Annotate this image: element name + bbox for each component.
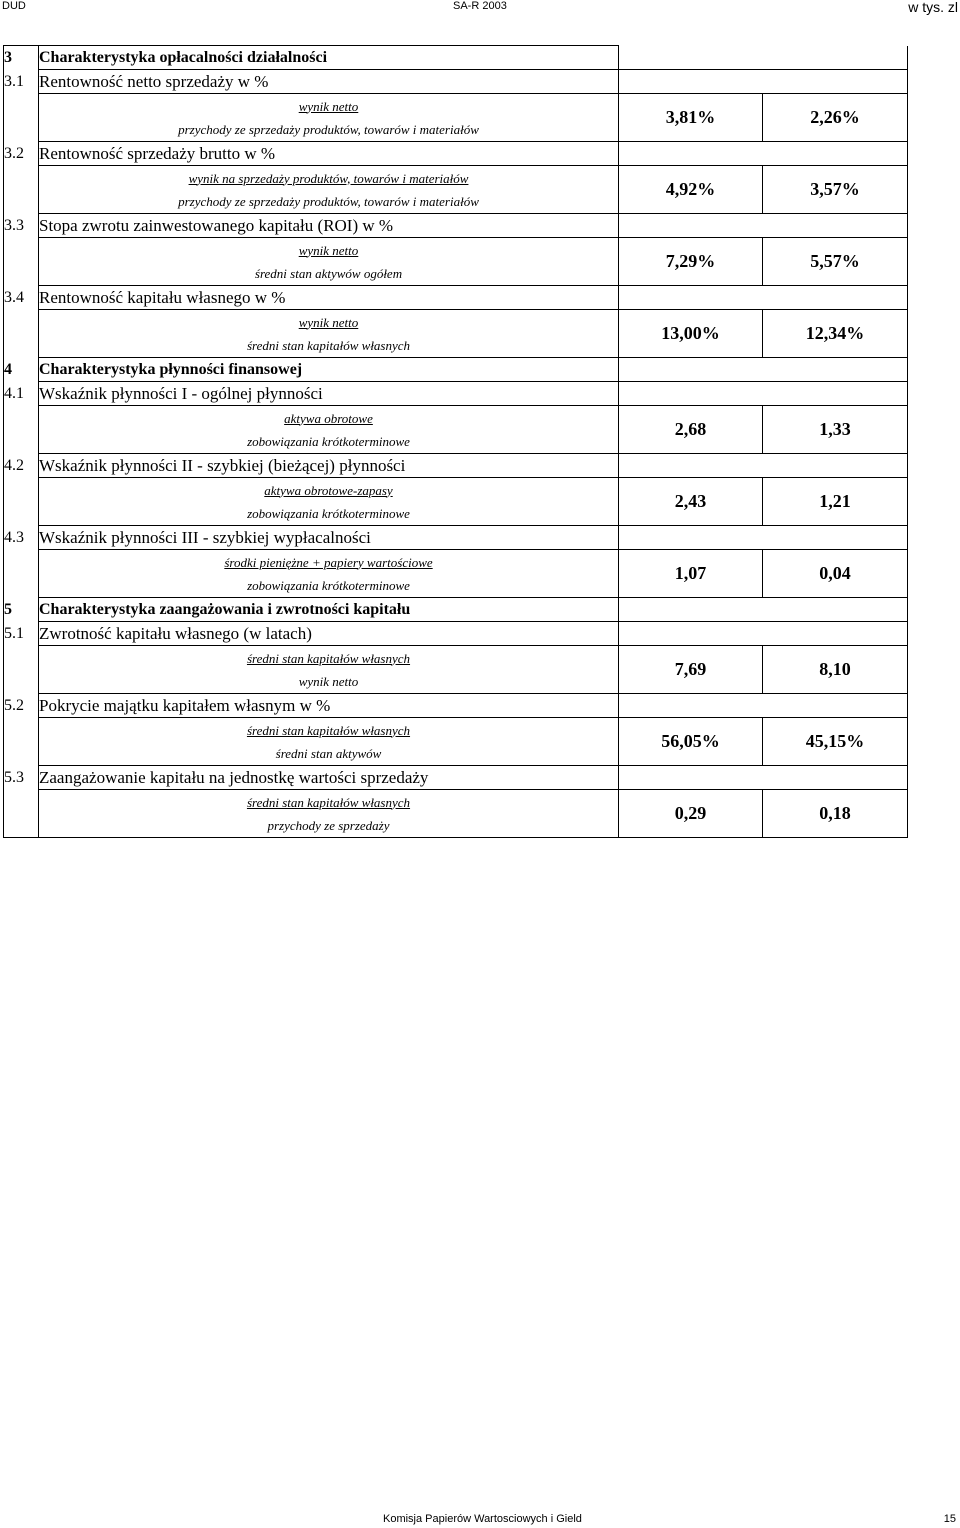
value-year-2: 45,15% [763,718,908,766]
ratio-title-row [4,382,908,406]
ratio-number: 3.4 [4,286,39,310]
value-year-1: 2,68 [619,406,763,454]
value-year-2: 2,26% [763,94,908,142]
ratio-formula [39,316,618,352]
ratio-formula-cell [39,310,619,358]
ratio-spacer [619,286,763,310]
formula-denominator: zobowiązania krótkoterminowe [247,505,410,521]
ratio-formula-row [4,94,908,142]
ratio-formula [39,412,618,448]
formula-spacer [4,94,39,142]
ratio-title: Stopa zwrotu zainwestowanego kapitału (ROI) w % [39,214,619,238]
ratio-spacer [619,214,763,238]
ratio-formula-row [4,790,908,838]
ratio-title: Wskaźnik płynności III - szybkiej wypłacalności [39,526,619,550]
ratio-title: Rentowność kapitału własnego w % [39,286,619,310]
formula-numerator: wynik netto [298,242,359,258]
value-year-1: 4,92% [619,166,763,214]
section-number: 4 [4,358,39,382]
ratio-title-row [4,694,908,718]
ratio-formula-row [4,166,908,214]
formula-spacer [4,166,39,214]
ratio-title-row [4,70,908,94]
formula-denominator: przychody ze sprzedaży [267,817,390,833]
ratio-formula [39,724,618,760]
value-year-1: 7,69 [619,646,763,694]
value-year-2: 5,57% [763,238,908,286]
ratio-spacer [763,214,908,238]
section-number: 3 [4,46,39,70]
ratio-title-row [4,766,908,790]
ratio-spacer [619,694,763,718]
ratio-formula-row [4,478,908,526]
ratio-spacer [619,526,763,550]
ratio-spacer [619,142,763,166]
formula-denominator: przychody ze sprzedaży produktów, towarów i materiałów [178,121,479,137]
value-year-2: 3,57% [763,166,908,214]
ratio-title-row [4,526,908,550]
formula-numerator: środki pieniężne + papiery wartościowe [224,554,433,570]
ratio-formula [39,100,618,136]
ratio-title-row [4,142,908,166]
value-year-1: 0,29 [619,790,763,838]
ratio-spacer [763,694,908,718]
ratio-formula [39,172,618,208]
ratio-title-row [4,454,908,478]
ratio-table-body [4,46,908,838]
ratio-formula [39,244,618,280]
formula-denominator: zobowiązania krótkoterminowe [247,433,410,449]
section-title: Charakterystyka opłacalności działalności [39,46,619,70]
value-year-2: 0,04 [763,550,908,598]
ratio-formula-cell [39,478,619,526]
formula-numerator: średni stan kapitałów własnych [246,650,411,666]
ratio-title-row [4,214,908,238]
ratio-formula-cell [39,550,619,598]
formula-numerator: wynik netto [298,314,359,330]
ratio-spacer [763,142,908,166]
formula-spacer [4,238,39,286]
formula-numerator: wynik netto [298,98,359,114]
formula-spacer [4,718,39,766]
ratio-formula-row [4,550,908,598]
ratio-spacer [763,286,908,310]
ratio-formula-row [4,238,908,286]
ratio-spacer [763,622,908,646]
ratio-spacer [619,766,763,790]
formula-spacer [4,406,39,454]
formula-spacer [4,310,39,358]
formula-denominator: zobowiązania krótkoterminowe [247,577,410,593]
section-row [4,358,908,382]
ratio-title: Rentowność netto sprzedaży w % [39,70,619,94]
ratio-table [3,45,908,838]
section-spacer [763,598,908,622]
ratio-number: 4.3 [4,526,39,550]
section-spacer [619,598,763,622]
formula-numerator: wynik na sprzedaży produktów, towarów i materiałów [188,170,469,186]
header-left-label: DUD [2,0,26,12]
ratio-spacer [619,454,763,478]
ratio-formula [39,484,618,520]
ratio-formula [39,652,618,688]
formula-denominator: średni stan kapitałów własnych [246,337,411,353]
formula-spacer [4,790,39,838]
section-spacer [619,46,763,70]
value-year-1: 3,81% [619,94,763,142]
ratio-number: 4.1 [4,382,39,406]
ratio-title-row [4,622,908,646]
ratio-title: Wskaźnik płynności II - szybkiej (bieżącej) płynności [39,454,619,478]
section-spacer [763,358,908,382]
ratio-formula-row [4,646,908,694]
ratio-spacer [763,382,908,406]
ratio-spacer [619,622,763,646]
ratio-spacer [763,526,908,550]
ratio-title: Zwrotność kapitału własnego (w latach) [39,622,619,646]
ratio-title: Wskaźnik płynności I - ogólnej płynności [39,382,619,406]
ratio-formula-cell [39,718,619,766]
ratio-spacer [619,70,763,94]
formula-numerator: aktywa obrotowe-zapasy [264,482,393,498]
value-year-1: 56,05% [619,718,763,766]
formula-spacer [4,478,39,526]
section-spacer [763,46,908,70]
ratio-formula-row [4,406,908,454]
value-year-2: 8,10 [763,646,908,694]
ratio-formula-cell [39,790,619,838]
value-year-2: 1,33 [763,406,908,454]
formula-numerator: aktywa obrotowe [284,410,373,426]
ratio-title-row [4,286,908,310]
value-year-2: 0,18 [763,790,908,838]
footer-publisher: Komisja Papierów Wartosciowych i Gield [383,1513,582,1525]
section-row [4,46,908,70]
ratio-title: Rentowność sprzedaży brutto w % [39,142,619,166]
ratio-number: 5.3 [4,766,39,790]
value-year-2: 1,21 [763,478,908,526]
ratio-number: 4.2 [4,454,39,478]
ratio-number: 3.2 [4,142,39,166]
ratio-formula-cell [39,238,619,286]
header-units: w tys. zl [908,0,958,15]
ratio-formula [39,796,618,832]
section-number: 5 [4,598,39,622]
formula-denominator: średni stan aktywów ogółem [254,265,403,281]
section-title: Charakterystyka zaangażowania i zwrotności kapitału [39,598,619,622]
formula-denominator: wynik netto [298,673,359,689]
header-report-code: SA-R 2003 [453,0,507,12]
ratio-spacer [763,454,908,478]
ratio-number: 3.3 [4,214,39,238]
page-number: 15 [943,1513,956,1525]
ratio-spacer [763,70,908,94]
ratio-formula-row [4,718,908,766]
ratio-formula-cell [39,94,619,142]
formula-numerator: średni stan kapitałów własnych [246,794,411,810]
value-year-1: 13,00% [619,310,763,358]
ratio-formula-cell [39,166,619,214]
formula-denominator: przychody ze sprzedaży produktów, towarów i materiałów [178,193,479,209]
value-year-1: 1,07 [619,550,763,598]
ratio-spacer [763,766,908,790]
ratio-number: 5.1 [4,622,39,646]
formula-numerator: średni stan kapitałów własnych [246,722,411,738]
ratio-number: 5.2 [4,694,39,718]
section-row [4,598,908,622]
value-year-1: 7,29% [619,238,763,286]
ratio-title: Pokrycie majątku kapitałem własnym w % [39,694,619,718]
value-year-2: 12,34% [763,310,908,358]
section-spacer [619,358,763,382]
ratio-formula [39,556,618,592]
formula-denominator: średni stan aktywów [275,745,382,761]
formula-spacer [4,646,39,694]
ratio-number: 3.1 [4,70,39,94]
ratio-formula-cell [39,646,619,694]
ratio-title: Zaangażowanie kapitału na jednostkę wartości sprzedaży [39,766,619,790]
ratio-formula-cell [39,406,619,454]
section-title: Charakterystyka płynności finansowej [39,358,619,382]
formula-spacer [4,550,39,598]
ratio-spacer [619,382,763,406]
value-year-1: 2,43 [619,478,763,526]
ratio-formula-row [4,310,908,358]
